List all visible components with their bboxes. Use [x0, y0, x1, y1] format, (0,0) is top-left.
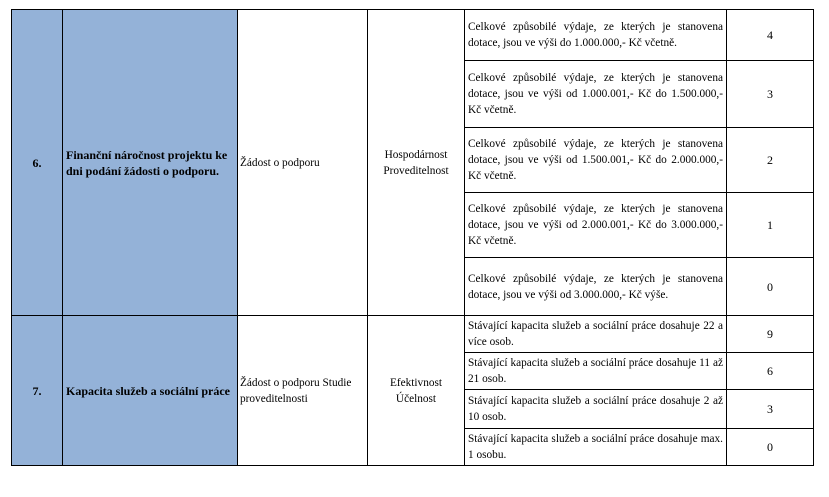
option-description: Stávající kapacita služeb a sociální práce dosahuje 2 až 10 osob. [465, 390, 727, 429]
criterion-number: 7. [12, 316, 63, 466]
option-points: 0 [727, 258, 814, 316]
criterion-name: Kapacita služeb a sociální práce [63, 316, 238, 466]
option-description: Celkové způsobilé výdaje, ze kterých je stanovena dotace, jsou ve výši od 3.000.000,- Kč výše. [465, 258, 727, 316]
criterion-source: Žádost o podporu Studie proveditelnosti [238, 316, 368, 466]
criterion-number: 6. [12, 10, 63, 316]
option-description: Celkové způsobilé výdaje, ze kterých je stanovena dotace, jsou ve výši od 1.500.001,- Kč do 2.000.000,- Kč včetně. [465, 128, 727, 193]
area-line: Hospodárnost [384, 148, 448, 161]
criterion-source: Žádost o podporu [238, 10, 368, 316]
criterion-name: Finanční náročnost projektu ke dni podání žádosti o podporu. [63, 10, 238, 316]
option-points: 2 [727, 128, 814, 193]
option-description: Stávající kapacita služeb a sociální práce dosahuje 22 a více osob. [465, 316, 727, 353]
area-line: Proveditelnost [383, 164, 449, 177]
table-row [12, 10, 814, 61]
criterion-area [368, 316, 465, 466]
option-description: Celkové způsobilé výdaje, ze kterých je stanovena dotace, jsou ve výši do 1.000.000,- Kč včetně. [465, 10, 727, 61]
option-description: Celkové způsobilé výdaje, ze kterých je stanovena dotace, jsou ve výši od 1.000.001,- Kč do 1.500.000,- Kč včetně. [465, 61, 727, 128]
criterion-area [368, 10, 465, 316]
option-description: Stávající kapacita služeb a sociální práce dosahuje max. 1 osobu. [465, 429, 727, 466]
area-line: Účelnost [395, 392, 437, 405]
option-description: Celkové způsobilé výdaje, ze kterých je stanovena dotace, jsou ve výši od 2.000.001,- Kč do 3.000.000,- Kč včetně. [465, 193, 727, 258]
area-line: Efektivnost [389, 376, 443, 389]
option-points: 3 [727, 61, 814, 128]
option-points: 0 [727, 429, 814, 466]
option-points: 4 [727, 10, 814, 61]
table-row [12, 316, 814, 353]
option-points: 1 [727, 193, 814, 258]
option-description: Stávající kapacita služeb a sociální práce dosahuje 11 až 21 osob. [465, 353, 727, 390]
option-points: 3 [727, 390, 814, 429]
criteria-table [11, 9, 814, 466]
option-points: 9 [727, 316, 814, 353]
option-points: 6 [727, 353, 814, 390]
